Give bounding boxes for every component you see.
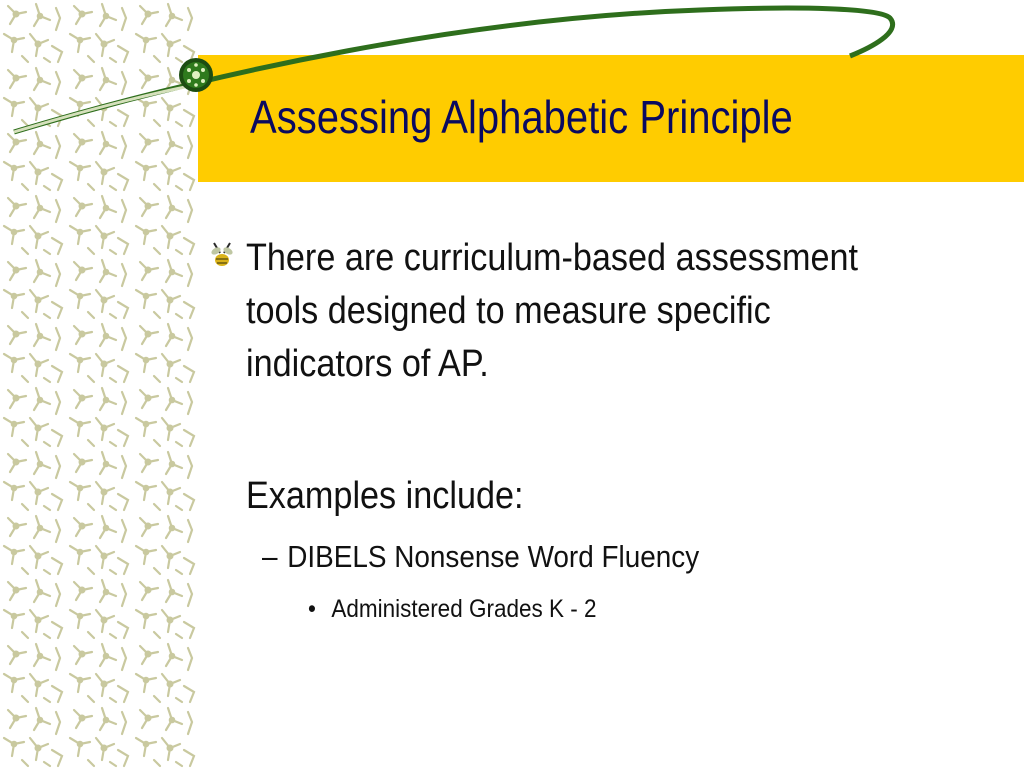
sub-item — [262, 538, 699, 576]
bee-bullet-icon — [204, 237, 240, 273]
bullet-line-3: indicators of AP. — [246, 343, 489, 385]
slide-title: Assessing Alphabetic Principle — [250, 91, 793, 143]
molecule-pattern-icon — [0, 0, 198, 768]
sub-item-text: DIBELS Nonsense Word Fluency — [287, 539, 700, 574]
dot-marker: • — [308, 595, 316, 623]
sub-sub-item — [308, 594, 597, 624]
bullet-line-2: tools designed to measure specific — [246, 290, 771, 332]
bullet-line-1: There are curriculum-based assessment — [246, 237, 859, 279]
sub-sub-item-text: Administered Grades K - 2 — [331, 595, 597, 623]
examples-heading: Examples include: — [246, 475, 524, 517]
dash-marker: – — [262, 539, 278, 574]
decorative-pattern-panel — [0, 0, 198, 768]
